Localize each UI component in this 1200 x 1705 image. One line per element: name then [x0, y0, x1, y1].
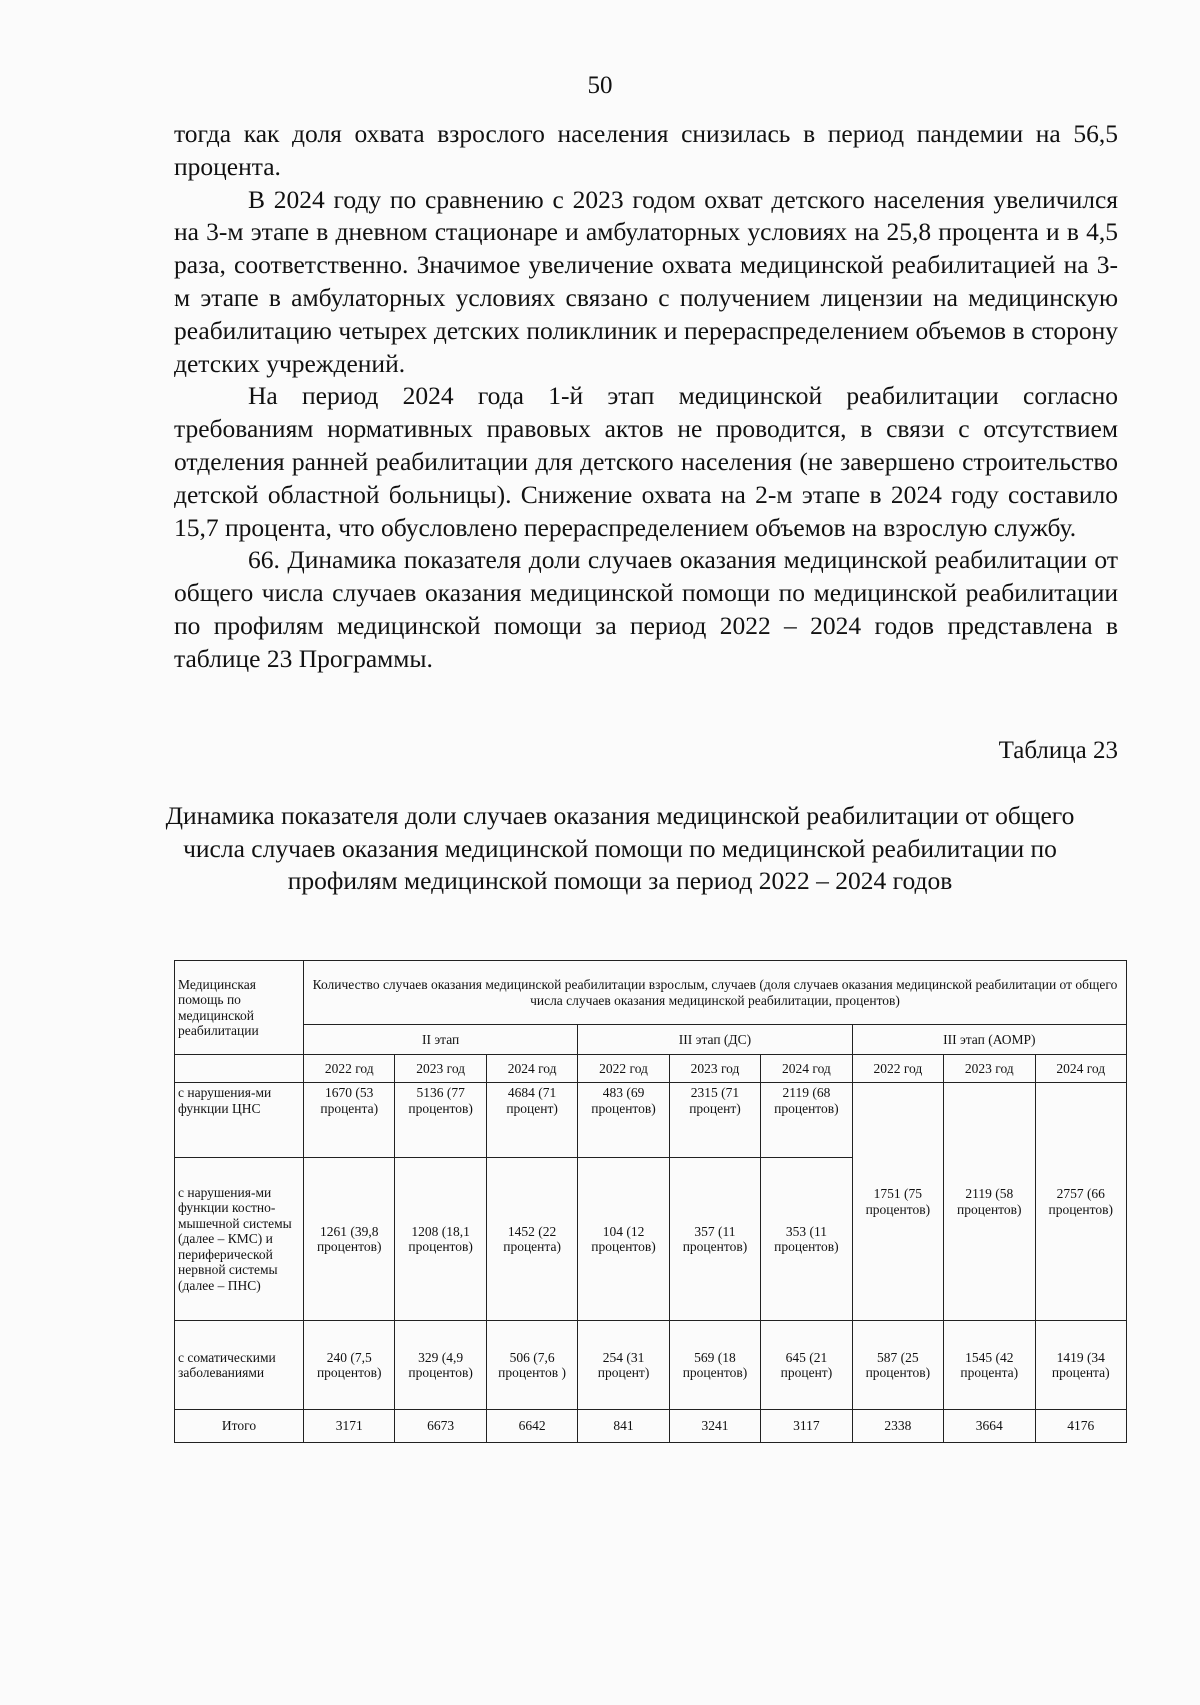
stage-header: III этап (ДС) — [578, 1025, 852, 1055]
total-row — [175, 1410, 1127, 1443]
data-cell: 4684 (71 процент) — [486, 1083, 577, 1158]
stage-header: II этап — [304, 1025, 578, 1055]
total-cell: 841 — [578, 1410, 669, 1443]
data-cell: 483 (69 процентов) — [578, 1083, 669, 1158]
data-cell: 104 (12 процентов) — [578, 1158, 669, 1321]
paragraph: На период 2024 года 1-й этап медицинской реабилитации согласно требованиям нормативных правовых актов не проводится, в связи с отсутствием отделения ранней реабилитации для детского населения (не завершено строительство детской областной больницы). Снижение охвата на 2-м этапе в 2024 году составило 15,7 процента, что обусловлено перераспределением объемов на взрослую службу. — [174, 381, 1118, 542]
year-header: 2022 год — [304, 1055, 395, 1083]
year-header: 2022 год — [578, 1055, 669, 1083]
year-header: 2024 год — [1035, 1055, 1127, 1083]
data-cell: 2119 (58 процентов) — [944, 1083, 1035, 1321]
table-row — [175, 1083, 1127, 1158]
total-cell: 6673 — [395, 1410, 486, 1443]
total-cell: 3117 — [761, 1410, 852, 1443]
year-header: 2023 год — [669, 1055, 760, 1083]
table-row — [175, 1321, 1127, 1410]
data-cell: 506 (7,6 процентов ) — [486, 1321, 577, 1410]
row-label: с нарушения-ми функции костно-мышечной системы (далее – КМС) и периферической нервной системы (далее – ПНС) — [175, 1158, 304, 1321]
data-cell: 1452 (22 процента) — [486, 1158, 577, 1321]
data-cell: 2119 (68 процентов) — [761, 1083, 852, 1158]
data-cell: 254 (31 процент) — [578, 1321, 669, 1410]
stage-header: III этап (АОМР) — [852, 1025, 1126, 1055]
data-cell: 2757 (66 процентов) — [1035, 1083, 1127, 1321]
total-cell: 3664 — [944, 1410, 1035, 1443]
paragraph: тогда как доля охвата взрослого населения снизилась в период пандемии на 56,5 процента. — [174, 119, 1118, 181]
data-cell: 1670 (53 процента) — [304, 1083, 395, 1158]
row-label: с нарушения-ми функции ЦНС — [175, 1083, 304, 1158]
main-header: Количество случаев оказания медицинской реабилитации взрослым, случаев (доля случаев оказания медицинской реабилитации от общего числа случаев оказания медицинской реабилитации, процентов) — [304, 961, 1127, 1025]
total-cell: 6642 — [486, 1410, 577, 1443]
data-cell: 329 (4,9 процентов) — [395, 1321, 486, 1410]
page-number: 50 — [587, 72, 613, 99]
total-cell: 2338 — [852, 1410, 943, 1443]
stage-header-row — [175, 1025, 1127, 1055]
year-header-row — [175, 1055, 1127, 1083]
year-header: 2024 год — [486, 1055, 577, 1083]
data-cell: 587 (25 процентов) — [852, 1321, 943, 1410]
year-header: 2022 год — [852, 1055, 943, 1083]
total-cell: 3241 — [669, 1410, 760, 1443]
data-cell: 645 (21 процент) — [761, 1321, 852, 1410]
data-cell: 569 (18 процентов) — [669, 1321, 760, 1410]
year-header: 2024 год — [761, 1055, 852, 1083]
year-header: 2023 год — [944, 1055, 1035, 1083]
data-cell: 1751 (75 процентов) — [852, 1083, 943, 1321]
data-cell: 1208 (18,1 процентов) — [395, 1158, 486, 1321]
data-cell: 1261 (39,8 процентов) — [304, 1158, 395, 1321]
total-cell: 4176 — [1035, 1410, 1127, 1443]
total-label: Итого — [175, 1410, 304, 1443]
corner-header: Медицинская помощь по медицинской реабилитации — [175, 961, 304, 1055]
body-text — [174, 118, 1118, 676]
empty-cell — [175, 1055, 304, 1083]
total-cell: 3171 — [304, 1410, 395, 1443]
paragraph: В 2024 году по сравнению с 2023 годом охват детского населения увеличился на 3-м этапе в дневном стационаре и амбулаторных условиях на 25,8 процента и в 4,5 раза, соответственно. Значимое увеличение охвата медицинской реабилитацией на 3-м этапе в амбулаторных условиях связано с получением лицензии на медицинскую реабилитацию четырех детских поликлиник и перераспределением объемов в сторону детских учреждений. — [174, 184, 1118, 378]
data-cell: 357 (11 процентов) — [669, 1158, 760, 1321]
table-header-row — [175, 961, 1127, 1025]
data-cell: 2315 (71 процент) — [669, 1083, 760, 1158]
year-header: 2023 год — [395, 1055, 486, 1083]
row-label: с соматическими заболеваниями — [175, 1321, 304, 1410]
data-cell: 353 (11 процентов) — [761, 1158, 852, 1321]
table-title: Динамика показателя доли случаев оказания медицинской реабилитации от общего числа случаев оказания медицинской помощи по медицинской реабилитации по профилям медицинской помощи за период 2022 – 2024 годов — [165, 801, 1075, 895]
data-cell: 240 (7,5 процентов) — [304, 1321, 395, 1410]
data-cell: 1419 (34 процента) — [1035, 1321, 1127, 1410]
rehab-table — [174, 960, 1127, 1443]
table-label: Таблица 23 — [998, 737, 1118, 764]
data-cell: 5136 (77 процентов) — [395, 1083, 486, 1158]
data-cell: 1545 (42 процента) — [944, 1321, 1035, 1410]
paragraph: 66. Динамика показателя доли случаев оказания медицинской реабилитации от общего числа случаев оказания медицинской помощи по медицинской реабилитации по профилям медицинской помощи за период 2022 – 2024 годов представлена в таблице 23 Программы. — [174, 545, 1118, 673]
